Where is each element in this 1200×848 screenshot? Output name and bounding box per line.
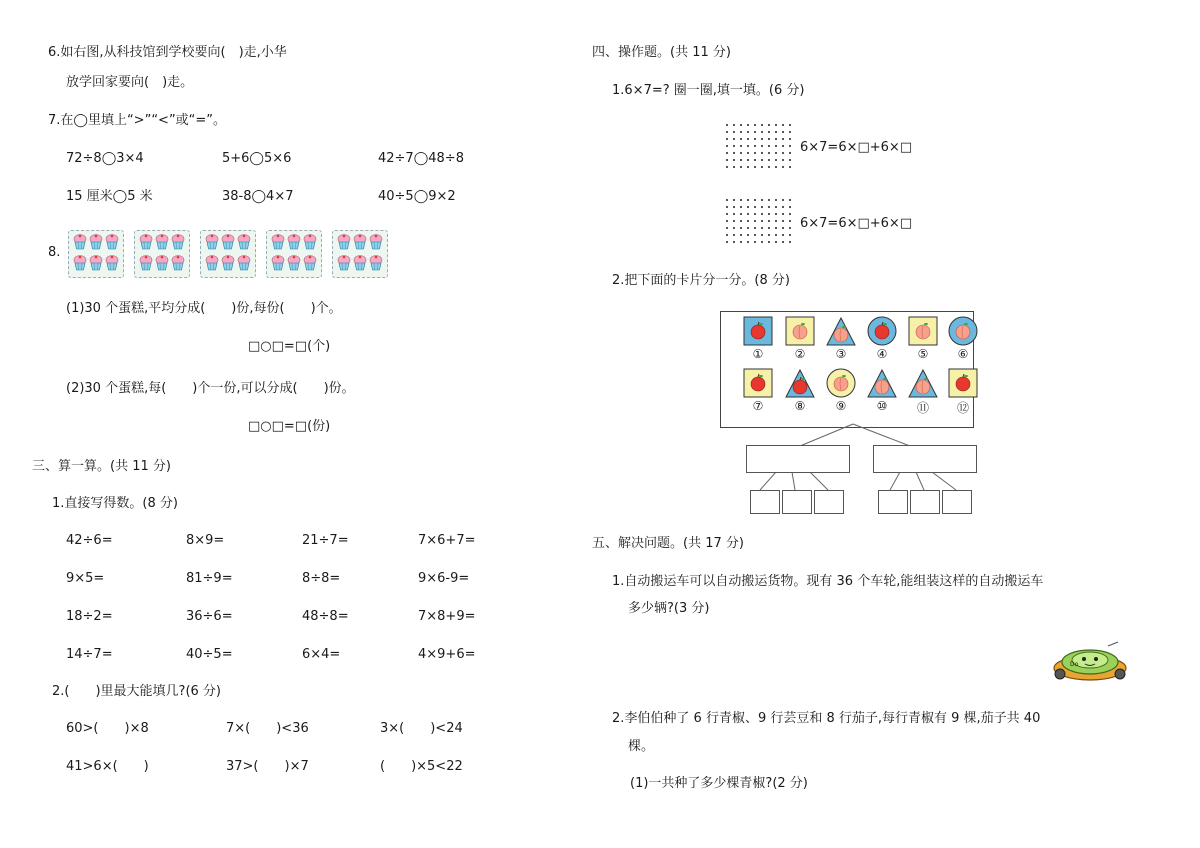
calc-item: 8÷8= bbox=[302, 571, 341, 586]
peach-card bbox=[948, 316, 978, 346]
calc-item: 36÷6= bbox=[186, 609, 233, 624]
cake-icon bbox=[73, 255, 87, 271]
calc-item: 6×4= bbox=[302, 647, 341, 662]
cake-icon bbox=[139, 255, 153, 271]
cake-icon bbox=[105, 255, 119, 271]
section3-title: 三、算一算。(共 11 分) bbox=[32, 459, 171, 474]
s3-q2-title: 2.( )里最大能填几?(6 分) bbox=[52, 684, 221, 699]
cake-icon bbox=[337, 234, 351, 250]
calc-item: 9×6-9= bbox=[418, 571, 470, 586]
dot-array-1 bbox=[724, 122, 794, 170]
card-number: ⑤ bbox=[917, 347, 929, 361]
card-number: ① bbox=[752, 347, 764, 361]
q8-part2-equation: □○□=□(份) bbox=[248, 419, 331, 434]
cake-icon bbox=[303, 234, 317, 250]
card-number: ⑧ bbox=[794, 399, 806, 413]
q7-item: 40÷5◯9×2 bbox=[378, 189, 456, 204]
section4-title: 四、操作题。(共 11 分) bbox=[592, 45, 731, 60]
q6-line1: 6.如右图,从科技馆到学校要向( )走,小华 bbox=[48, 45, 287, 60]
robot-car-icon bbox=[1052, 640, 1128, 682]
cake-icon bbox=[221, 234, 235, 250]
calc-item: 48÷8= bbox=[302, 609, 349, 624]
apple-card bbox=[948, 368, 978, 398]
s5-q2-line2: 棵。 bbox=[628, 739, 655, 754]
card-number: ⑫ bbox=[956, 401, 969, 415]
q7-item: 5+6◯5×6 bbox=[222, 151, 292, 166]
apple-card bbox=[785, 368, 815, 398]
cake-icon bbox=[205, 255, 219, 271]
s5-q1-line2: 多少辆?(3 分) bbox=[628, 601, 710, 616]
s4-q2-title: 2.把下面的卡片分一分。(8 分) bbox=[612, 273, 790, 288]
cake-icon bbox=[337, 255, 351, 271]
cake-icon bbox=[303, 255, 317, 271]
answer-box[interactable] bbox=[942, 490, 972, 514]
card-number: ⑦ bbox=[752, 399, 764, 413]
cake-group bbox=[332, 230, 388, 278]
category-box-left[interactable] bbox=[746, 445, 850, 473]
s4-q1-equation: 6×7=6×□+6×□ bbox=[800, 216, 913, 231]
cake-icon bbox=[155, 255, 169, 271]
q7-title: 7.在◯里填上“>”“<”或“=”。 bbox=[48, 113, 227, 128]
cake-icon bbox=[237, 255, 251, 271]
fill-item: 41>6×( ) bbox=[66, 759, 149, 774]
calc-item: 14÷7= bbox=[66, 647, 113, 662]
q8-part2: (2)30 个蛋糕,每( )个一份,可以分成( )份。 bbox=[66, 381, 355, 396]
answer-box[interactable] bbox=[910, 490, 940, 514]
peach-card bbox=[826, 316, 856, 346]
peach-card bbox=[908, 316, 938, 346]
apple-card bbox=[743, 316, 773, 346]
apple-card bbox=[867, 316, 897, 346]
cake-group bbox=[68, 230, 124, 278]
s4-q1-equation: 6×7=6×□+6×□ bbox=[800, 140, 913, 155]
cake-icon bbox=[221, 255, 235, 271]
calc-item: 7×8+9= bbox=[418, 609, 476, 624]
dot-array-2 bbox=[724, 197, 794, 245]
category-box-right[interactable] bbox=[873, 445, 977, 473]
calc-item: 42÷6= bbox=[66, 533, 113, 548]
q7-item: 42÷7◯48÷8 bbox=[378, 151, 464, 166]
card-number: ④ bbox=[876, 347, 888, 361]
peach-card bbox=[826, 368, 856, 398]
cake-icon bbox=[89, 234, 103, 250]
cake-icon bbox=[271, 255, 285, 271]
calc-item: 9×5= bbox=[66, 571, 105, 586]
cake-icon bbox=[271, 234, 285, 250]
cake-icon bbox=[369, 255, 383, 271]
q7-item: 38-8◯4×7 bbox=[222, 189, 294, 204]
cake-icon bbox=[105, 234, 119, 250]
fill-item: 7×( )<36 bbox=[226, 721, 309, 736]
s5-q2-line1: 2.李伯伯种了 6 行青椒、9 行芸豆和 8 行茄子,每行青椒有 9 棵,茄子共 40 bbox=[612, 711, 1041, 726]
cake-icon bbox=[155, 234, 169, 250]
q7-item: 15 厘米◯5 米 bbox=[66, 189, 153, 204]
cake-icon bbox=[205, 234, 219, 250]
cake-icon bbox=[171, 255, 185, 271]
cake-icon bbox=[287, 255, 301, 271]
answer-box[interactable] bbox=[878, 490, 908, 514]
s4-q1-title: 1.6×7=? 圈一圈,填一填。(6 分) bbox=[612, 83, 805, 98]
q7-item: 72÷8◯3×4 bbox=[66, 151, 144, 166]
calc-item: 4×9+6= bbox=[418, 647, 476, 662]
calc-item: 21÷7= bbox=[302, 533, 349, 548]
cake-icon bbox=[369, 234, 383, 250]
cake-icon bbox=[89, 255, 103, 271]
cake-icon bbox=[139, 234, 153, 250]
cake-icon bbox=[171, 234, 185, 250]
cake-icon bbox=[353, 234, 367, 250]
peach-card bbox=[867, 368, 897, 398]
q6-line2: 放学回家要向( )走。 bbox=[66, 75, 194, 90]
calc-item: 18÷2= bbox=[66, 609, 113, 624]
answer-box[interactable] bbox=[782, 490, 812, 514]
fill-item: 37>( )×7 bbox=[226, 759, 309, 774]
fill-item: 60>( )×8 bbox=[66, 721, 149, 736]
s5-q2-part1: (1)一共种了多少棵青椒?(2 分) bbox=[630, 776, 808, 791]
card-number: ② bbox=[794, 347, 806, 361]
peach-card bbox=[908, 368, 938, 398]
answer-box[interactable] bbox=[750, 490, 780, 514]
peach-card bbox=[785, 316, 815, 346]
q8-part1: (1)30 个蛋糕,平均分成( )份,每份( )个。 bbox=[66, 301, 342, 316]
cake-icon bbox=[287, 234, 301, 250]
s3-q1-title: 1.直接写得数。(8 分) bbox=[52, 496, 178, 511]
calc-item: 7×6+7= bbox=[418, 533, 476, 548]
card-number: ⑥ bbox=[957, 347, 969, 361]
q8-part1-equation: □○□=□(个) bbox=[248, 339, 331, 354]
fill-item: 3×( )<24 bbox=[380, 721, 463, 736]
card-number: ⑩ bbox=[876, 399, 888, 413]
calc-item: 81÷9= bbox=[186, 571, 233, 586]
cake-group bbox=[134, 230, 190, 278]
q8-label: 8. bbox=[48, 245, 61, 260]
card-number: ⑪ bbox=[916, 401, 929, 415]
cake-icon bbox=[73, 234, 87, 250]
calc-item: 40÷5= bbox=[186, 647, 233, 662]
calc-item: 8×9= bbox=[186, 533, 225, 548]
answer-box[interactable] bbox=[814, 490, 844, 514]
cake-icon bbox=[353, 255, 367, 271]
robot-text: Do bbox=[1070, 661, 1079, 668]
section5-title: 五、解决问题。(共 17 分) bbox=[592, 536, 744, 551]
card-number: ⑨ bbox=[835, 399, 847, 413]
cake-group bbox=[200, 230, 256, 278]
s5-q1-line1: 1.自动搬运车可以自动搬运货物。现有 36 个车轮,能组装这样的自动搬运车 bbox=[612, 574, 1044, 589]
apple-card bbox=[743, 368, 773, 398]
fill-item: ( )×5<22 bbox=[380, 759, 463, 774]
cake-icon bbox=[237, 234, 251, 250]
card-number: ③ bbox=[835, 347, 847, 361]
cake-group bbox=[266, 230, 322, 278]
